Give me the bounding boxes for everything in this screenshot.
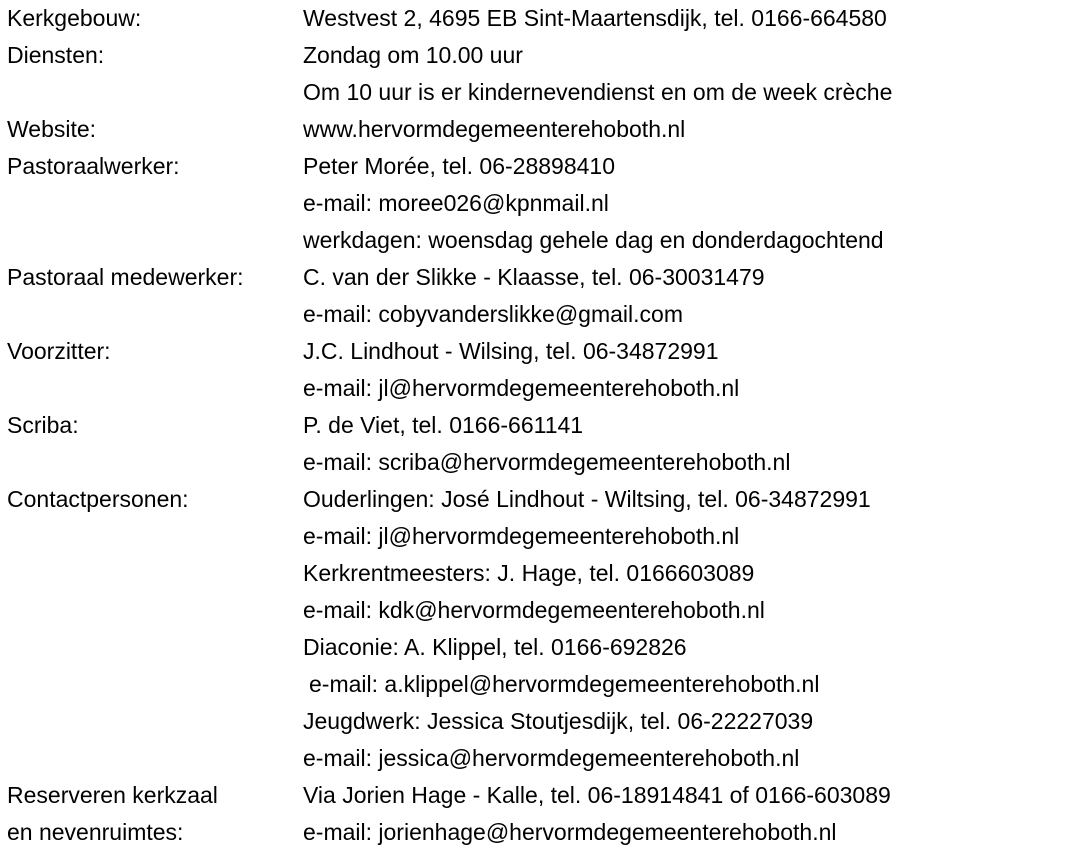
email-link[interactable]: e-mail: scriba@hervormdegemeenterehoboth.nl — [303, 449, 791, 475]
row-label: Diensten: — [7, 42, 105, 68]
row-label: Website: — [7, 116, 97, 142]
row-label: Pastoraal medewerker: — [7, 264, 244, 290]
email-link[interactable]: e-mail: jessica@hervormdegemeenterehoboth.nl — [303, 745, 800, 771]
row-value: P. de Viet, tel. 0166-661141 — [303, 412, 584, 438]
row-label: Reserveren kerkzaal — [7, 782, 218, 808]
email-link[interactable]: e-mail: jl@hervormdegemeenterehoboth.nl — [303, 523, 740, 549]
row-value: Jeugdwerk: Jessica Stoutjesdijk, tel. 06-22227039 — [303, 708, 814, 734]
website-link[interactable]: www.hervormdegemeenterehoboth.nl — [303, 116, 686, 142]
email-link[interactable]: e-mail: kdk@hervormdegemeenterehoboth.nl — [303, 597, 765, 623]
email-link[interactable]: e-mail: jorienhage@hervormdegemeenterehoboth.nl — [303, 819, 837, 845]
email-link[interactable]: e-mail: cobyvanderslikke@gmail.com — [303, 301, 683, 327]
row-value: Via Jorien Hage - Kalle, tel. 06-18914841 of 0166-603089 — [303, 782, 891, 808]
row-label: Pastoraalwerker: — [7, 153, 180, 179]
row-label: Voorzitter: — [7, 338, 111, 364]
row-value: Om 10 uur is er kindernevendienst en om de week crèche — [303, 79, 893, 105]
row-label: Contactpersonen: — [7, 486, 189, 512]
email-link[interactable]: e-mail: moree026@kpnmail.nl — [303, 190, 609, 216]
row-value: Westvest 2, 4695 EB Sint-Maartensdijk, tel. 0166-664580 — [303, 5, 887, 31]
row-value: Ouderlingen: José Lindhout - Wiltsing, tel. 06-34872991 — [303, 486, 871, 512]
email-link[interactable]: e-mail: jl@hervormdegemeenterehoboth.nl — [303, 375, 740, 401]
email-link[interactable]: e-mail: a.klippel@hervormdegemeenterehoboth.nl — [309, 671, 820, 697]
row-label: Kerkgebouw: — [7, 5, 142, 31]
row-value: C. van der Slikke - Klaasse, tel. 06-30031479 — [303, 264, 765, 290]
row-label: en nevenruimtes: — [7, 819, 184, 845]
row-value: werkdagen: woensdag gehele dag en donderdagochtend — [303, 227, 884, 253]
row-label: Scriba: — [7, 412, 79, 438]
row-value: Kerkrentmeesters: J. Hage, tel. 0166603089 — [303, 560, 755, 586]
row-value: Zondag om 10.00 uur — [303, 42, 523, 68]
row-value: Diaconie: A. Klippel, tel. 0166-692826 — [303, 634, 687, 660]
row-value: J.C. Lindhout - Wilsing, tel. 06-34872991 — [303, 338, 719, 364]
row-value: Peter Morée, tel. 06-28898410 — [303, 153, 615, 179]
